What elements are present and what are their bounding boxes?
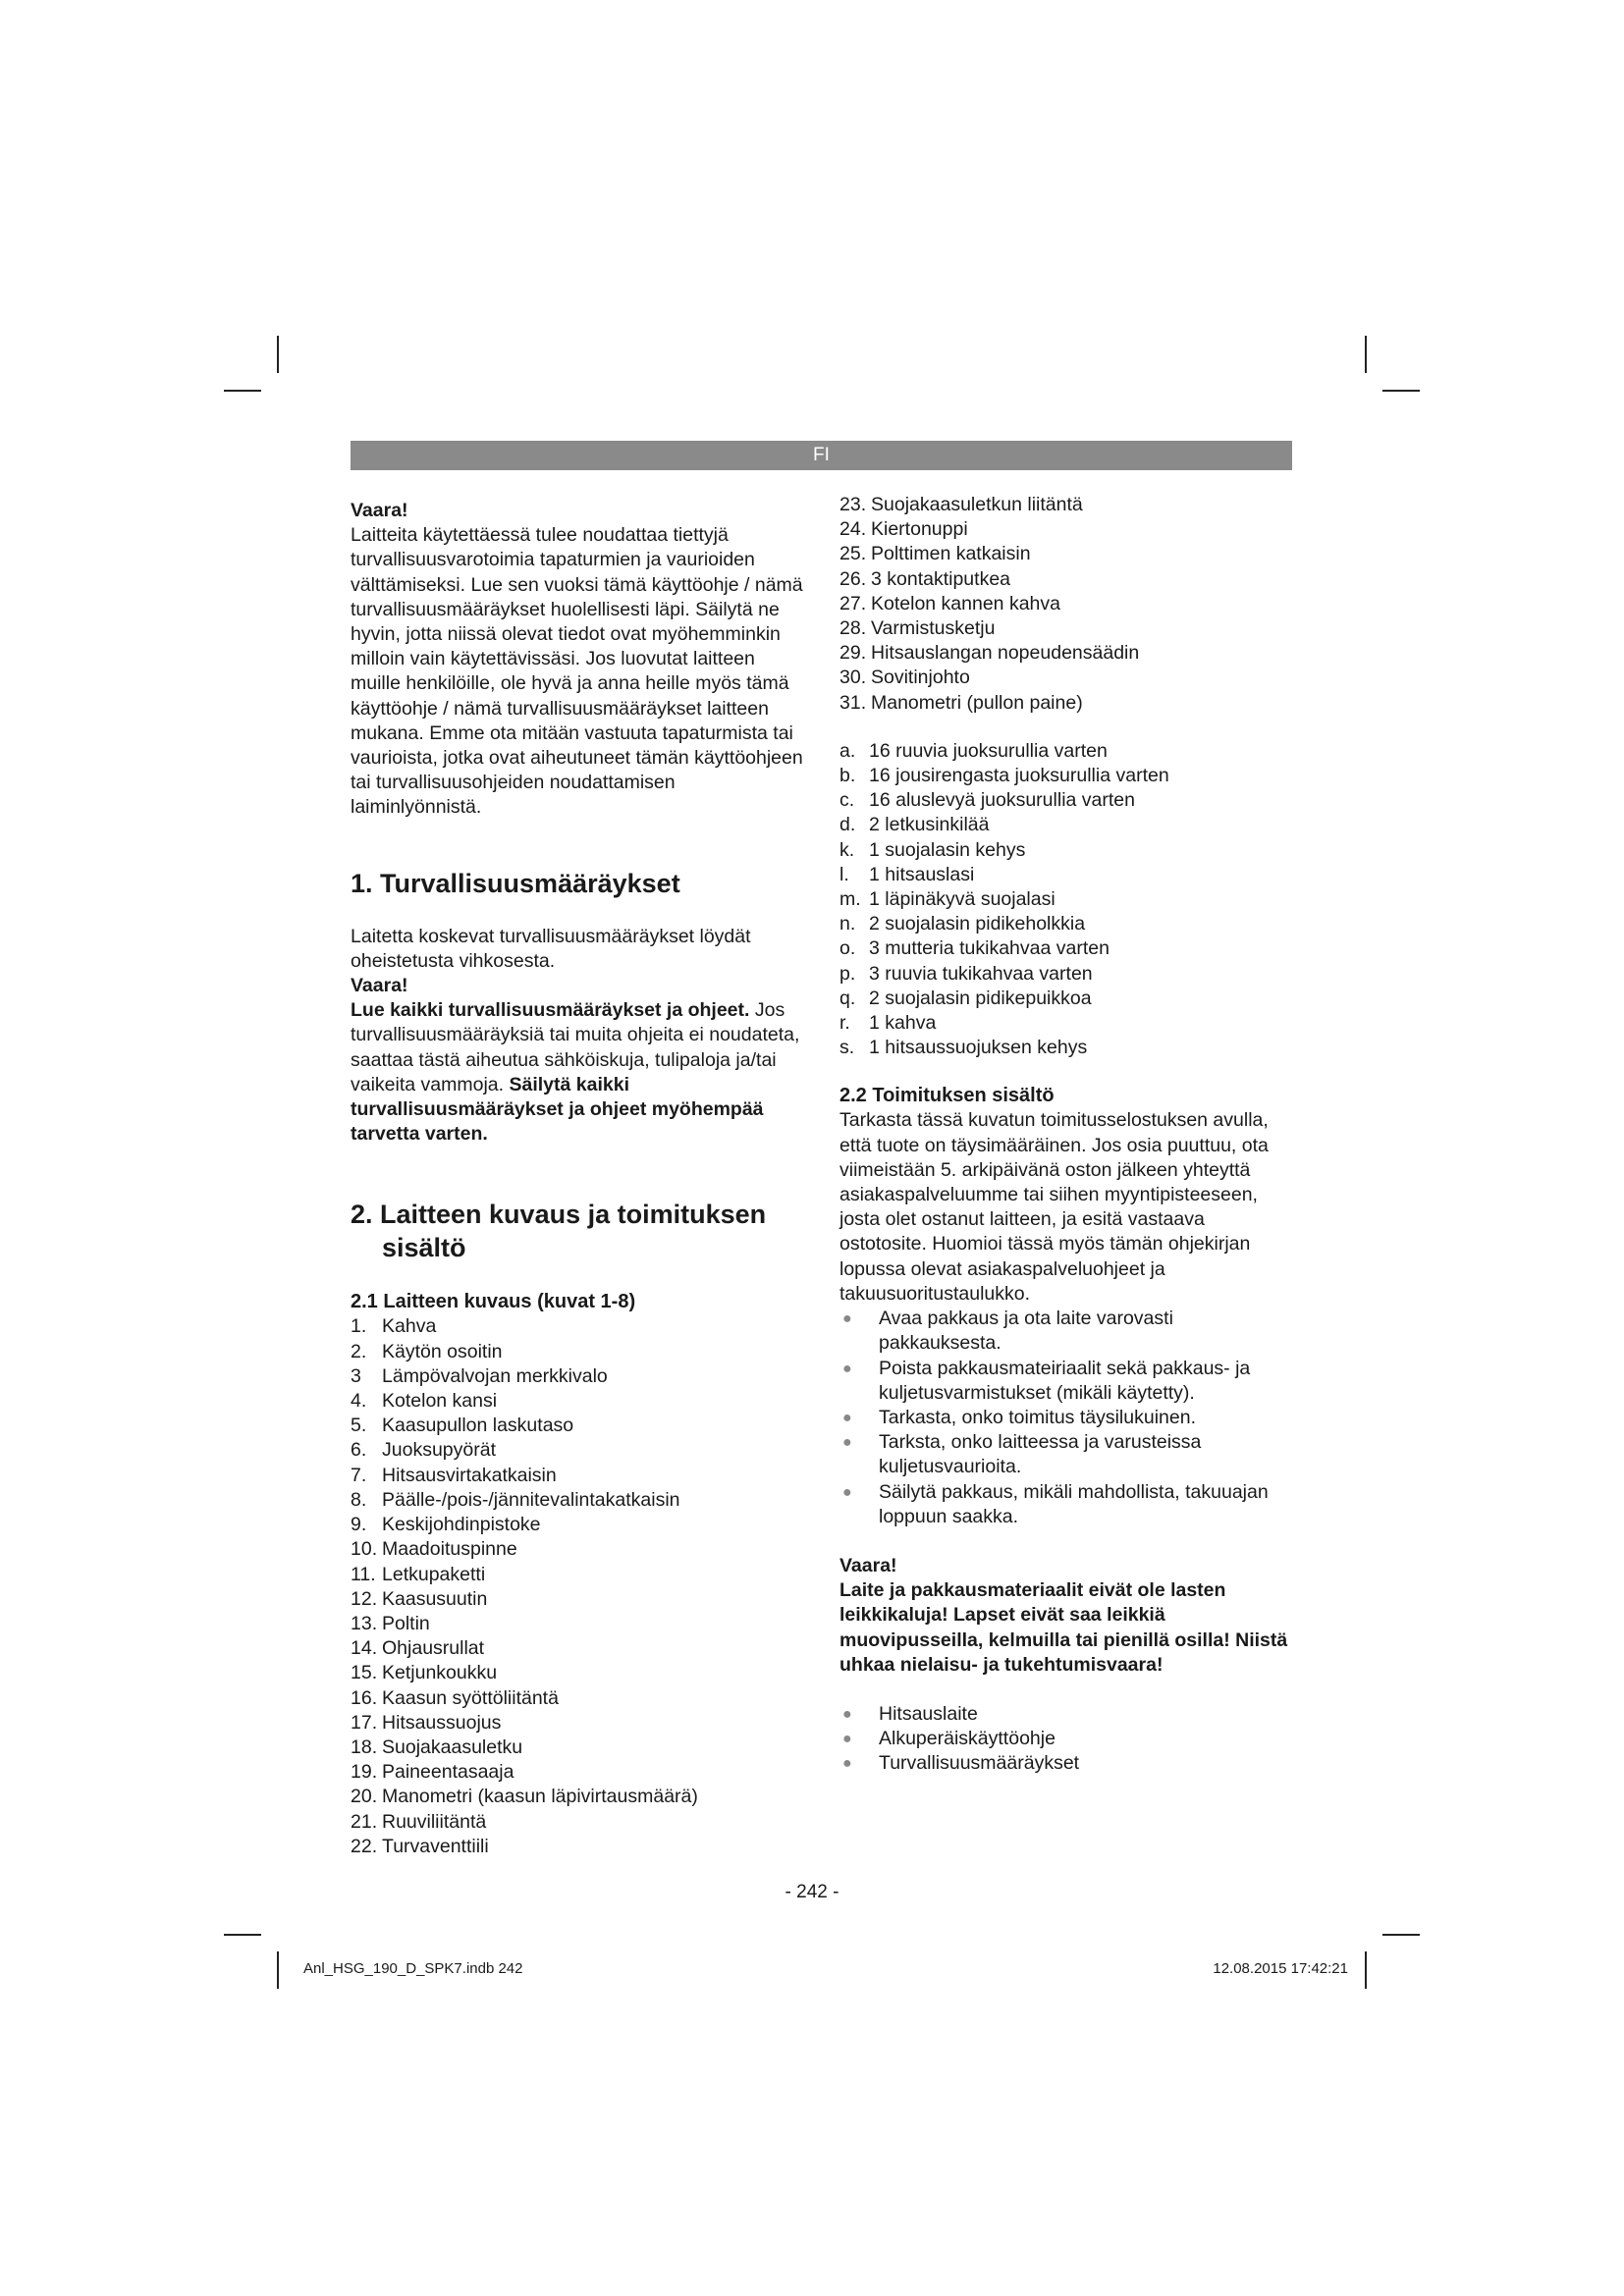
list-item-number: 13. (351, 1612, 378, 1634)
list-item (351, 1612, 807, 1636)
list-item-number: 11. (351, 1563, 376, 1585)
list-item (351, 1711, 807, 1735)
list-item (351, 1438, 807, 1463)
list-item (839, 863, 1296, 887)
bullet-icon: ● (842, 1731, 852, 1748)
list-item (839, 666, 1296, 690)
list-item-number: 19. (351, 1761, 378, 1784)
crop-mark (224, 1934, 261, 1936)
list-item (839, 1036, 1296, 1060)
list-item-text: Polttimen katkaisin (871, 543, 1031, 565)
list-item-text: Paineentasaaja (382, 1761, 514, 1784)
list-item-number: m. (839, 888, 861, 911)
list-item-number: 12. (351, 1587, 378, 1610)
list-item-number: 25. (839, 543, 867, 565)
list-item-number: 23. (839, 494, 867, 515)
list-item-number: 9. (351, 1514, 367, 1536)
list-item-text: Ketjunkoukku (382, 1662, 498, 1684)
list-item (351, 1587, 807, 1612)
list-item (839, 691, 1296, 716)
crop-mark (1382, 390, 1420, 392)
list-item (839, 517, 1296, 542)
bullet-item (839, 1727, 1296, 1751)
list-item (351, 1785, 807, 1809)
list-item (351, 1414, 807, 1438)
list-item-number: 21. (351, 1810, 378, 1833)
list-item-number: 24. (839, 518, 867, 541)
bullet-item (839, 1307, 1296, 1356)
list-item-text: Manometri (pullon paine) (871, 691, 1083, 714)
list-item-text: 3 mutteria tukikahvaa varten (869, 937, 1110, 960)
list-item (839, 592, 1296, 616)
intro-warning-title: Vaara! (351, 500, 408, 521)
list-item-number: 27. (839, 592, 867, 614)
list-item-text: Käytön osoitin (382, 1340, 503, 1362)
list-item-number: q. (839, 987, 856, 1009)
list-item-text: Kaasupullon laskutaso (382, 1415, 574, 1437)
list-item (839, 813, 1296, 837)
crop-mark (1365, 336, 1367, 373)
list-item-number: 3 (351, 1364, 361, 1387)
list-item-text: Kotelon kansi (382, 1390, 498, 1413)
list-item (839, 764, 1296, 788)
list-item (351, 1735, 807, 1760)
list-item (351, 1810, 807, 1835)
list-item-text: Ohjausrullat (382, 1637, 485, 1660)
parts-list-right (839, 493, 1296, 716)
list-item-text: 3 ruuvia tukikahvaa varten (869, 962, 1093, 985)
list-item (351, 1464, 807, 1488)
bullet-icon: ● (842, 1434, 852, 1452)
list-item-number: 15. (351, 1662, 378, 1684)
bullet-text: Avaa pakkaus ja ota laite varovasti pakkauksesta. (879, 1308, 1173, 1355)
list-item (839, 567, 1296, 592)
list-item-text: Letkupaketti (382, 1563, 486, 1585)
subsection-2-1-heading: 2.1 Laitteen kuvaus (kuvat 1-8) (351, 1291, 636, 1313)
list-item-number: 16. (351, 1686, 378, 1709)
left-column (351, 499, 807, 1859)
list-item-number: 22. (351, 1835, 378, 1857)
bullet-text: Poista pakkausmateiriaalit sekä pakkaus- ja kuljetusvarmistukset (mikäli käytetty). (879, 1357, 1251, 1404)
language-header-bar: FI (351, 441, 1292, 470)
bullet-icon: ● (842, 1755, 852, 1773)
section2-heading-line2: sisältö (382, 1233, 466, 1263)
list-item (839, 936, 1296, 961)
list-item-number: s. (839, 1037, 855, 1059)
list-item-text: Hitsauslangan nopeudensäädin (871, 642, 1140, 665)
list-item-text: Turvaventtiili (382, 1835, 489, 1857)
list-item-text: Suojakaasuletku (382, 1735, 523, 1758)
list-item (351, 1537, 807, 1562)
list-item-number: 2. (351, 1340, 367, 1362)
crop-mark (1382, 1934, 1420, 1936)
list-item-number: a. (839, 739, 856, 762)
list-item-number: 6. (351, 1439, 367, 1462)
section1-warning-title: Vaara! (351, 975, 408, 997)
list-item (839, 788, 1296, 813)
list-item-text: 1 hitsaussuojuksen kehys (869, 1037, 1088, 1059)
list-item-text: Kaasun syöttöliitäntä (382, 1686, 559, 1709)
footer-file-info: Anl_HSG_190_D_SPK7.indb 242 (303, 1960, 523, 1977)
bullet-item (839, 1480, 1296, 1529)
section1-heading: 1. Turvallisuusmääräykset (351, 868, 680, 898)
list-item-text: Ruuviliitäntä (382, 1810, 487, 1833)
warning2-title: Vaara! (839, 1554, 897, 1576)
list-item-text: Varmistusketju (871, 617, 996, 640)
list-item-text: Kahva (382, 1315, 437, 1338)
list-item (351, 1636, 807, 1661)
list-item (839, 962, 1296, 987)
list-item (839, 616, 1296, 641)
list-item-number: 8. (351, 1488, 367, 1511)
bullet-item (839, 1702, 1296, 1727)
list-item-text: Kotelon kannen kahva (871, 592, 1060, 614)
list-item-number: 30. (839, 667, 867, 689)
list-item-text: 1 läpinäkyvä suojalasi (869, 888, 1056, 911)
intro-text: Laitteita käytettäessä tulee noudattaa tiettyjä turvallisuusvarotoimia tapaturmien ja vaurioiden välttämiseksi. Lue sen vuoksi tämä käyttöohje / nämä turvallisuusmääräykset huolellisesti läpi. Säilytä ne hyvin, jotta niissä olevat tiedot ovat myöhemminkin milloin vain käytettävissäsi. Jos luovutat laitteen muille henkilöille, ole hyvä ja anna heille myös tämä käyttöohje / nämä turvallisuusmääräykset laitteen mukana. Emme ota mitään vastuuta tapaturmista tai vaurioista, jotka ovat aiheutuneet tämän käyttöohjeen tai turvallisuusohjeiden noudattamisen laiminlyönnistä. (351, 524, 803, 819)
list-item (351, 1563, 807, 1587)
right-column (839, 493, 1296, 1777)
unpacking-steps (839, 1307, 1296, 1529)
section2-heading (351, 1198, 807, 1264)
crop-mark (224, 390, 261, 392)
list-item (351, 1760, 807, 1785)
bullet-icon: ● (842, 1360, 852, 1377)
crop-mark (1365, 1951, 1367, 1989)
list-item (839, 987, 1296, 1011)
list-item (351, 1513, 807, 1537)
list-item (839, 493, 1296, 517)
list-item-text: 2 suojalasin pidikeholkkia (869, 913, 1086, 935)
list-item (351, 1661, 807, 1685)
list-item (839, 542, 1296, 566)
list-item-number: 29. (839, 642, 867, 665)
bullet-text: Tarkasta, onko toimitus täysilukuinen. (879, 1406, 1196, 1428)
list-item-number: p. (839, 962, 856, 985)
bullet-item (839, 1751, 1296, 1776)
bullet-text: Hitsauslaite (879, 1702, 978, 1725)
list-item (351, 1389, 807, 1414)
list-item-number: 1. (351, 1315, 367, 1338)
list-item (839, 1011, 1296, 1036)
delivery-contents-list (839, 1702, 1296, 1777)
section1-bold-lead: Lue kaikki turvallisuusmääräykset ja ohjeet. (351, 999, 750, 1022)
list-item-number: 7. (351, 1464, 367, 1486)
list-item-number: 26. (839, 567, 867, 590)
list-item-text: 1 hitsauslasi (869, 863, 975, 885)
list-item-text: Juoksupyörät (382, 1439, 496, 1462)
list-item-text: Keskijohdinpistoke (382, 1514, 541, 1536)
accessories-list (839, 739, 1296, 1061)
section2-heading-line1: 2. Laitteen kuvaus ja toimituksen (351, 1200, 767, 1230)
subsection-2-2-heading: 2.2 Toimituksen sisältö (839, 1085, 1055, 1107)
parts-list-left (351, 1314, 807, 1858)
list-item-number: 17. (351, 1711, 378, 1734)
crop-mark (277, 336, 279, 373)
subsection-2-2-text: Tarkasta tässä kuvatun toimitusselostuksen avulla, että tuote on täysimääräinen. Jos osia puuttuu, ota viimeistään 5. arkipäivänä oston jälkeen yhteyttä asiakaspalveluumme tai siihen myyntipisteeseen, josta olet ostanut laitteen, ja esitä vastaava ostotosite. Huomioi tässä myös tämän ohjekirjan lopussa olevat asiakaspalveluohjeet ja takuusuoritustaulukko. (839, 1109, 1269, 1305)
bullet-item (839, 1406, 1296, 1430)
list-item-text: 16 aluslevyä juoksurullia varten (869, 789, 1135, 812)
list-item-number: b. (839, 765, 856, 787)
section1-body-text: Jos turvallisuusmääräyksiä tai muita ohjeita ei noudateta, saattaa tästä aiheutua sähköiskuja, tulipaloja ja/tai vaikeita vammoja. (351, 999, 800, 1095)
bullet-icon: ● (842, 1705, 852, 1723)
list-item (351, 1364, 807, 1389)
list-item-number: 10. (351, 1538, 378, 1561)
list-item-text: Suojakaasuletkun liitäntä (871, 494, 1083, 515)
bullet-text: Alkuperäiskäyttöohje (879, 1728, 1056, 1750)
bullet-text: Säilytä pakkaus, mikäli mahdollista, takuuajan loppuun saakka. (879, 1480, 1269, 1527)
list-item (351, 1314, 807, 1339)
list-item-number: c. (839, 789, 855, 812)
bullet-item (839, 1430, 1296, 1479)
list-item-number: r. (839, 1012, 850, 1035)
list-item-text: 3 kontaktiputkea (871, 567, 1011, 590)
footer-timestamp: 12.08.2015 17:42:21 (1213, 1960, 1348, 1977)
list-item-text: Kiertonuppi (871, 518, 968, 541)
list-item-text: Sovitinjohto (871, 667, 970, 689)
list-item-text: 2 suojalasin pidikepuikkoa (869, 987, 1092, 1009)
list-item-text: Maadoituspinne (382, 1538, 517, 1561)
crop-mark (277, 1951, 279, 1989)
list-item (351, 1686, 807, 1711)
section1-text: Laitetta koskevat turvallisuusmääräykset löydät oheistetusta vihkosesta. (351, 925, 751, 972)
list-item-number: 18. (351, 1735, 378, 1758)
section1-bold-tail: Säilytä kaikki turvallisuusmääräykset ja ohjeet myöhempää tarvetta varten. (351, 1073, 764, 1146)
list-item-text: 16 jousirengasta juoksurullia varten (869, 765, 1169, 787)
list-item (839, 912, 1296, 936)
list-item-text: Päälle-/pois-/jännitevalintakatkaisin (382, 1488, 680, 1511)
list-item-text: Hitsausvirtakatkaisin (382, 1464, 557, 1486)
list-item-number: l. (839, 863, 849, 885)
list-item (839, 739, 1296, 764)
list-item (839, 838, 1296, 863)
bullet-icon: ● (842, 1310, 852, 1328)
bullet-item (839, 1357, 1296, 1406)
bullet-text: Tarksta, onko laitteessa ja varusteissa kuljetusvaurioita. (879, 1431, 1202, 1478)
warning2-text: Laite ja pakkausmateriaalit eivät ole lasten leikkikaluja! Lapset eivät saa leikkiä muovipusseilla, kelmuilla tai pienillä osilla! Niistä uhkaa nielaisu- ja tukehtumisvaara! (839, 1579, 1288, 1676)
list-item-text: 1 kahva (869, 1012, 937, 1035)
list-item-text: 2 letkusinkilää (869, 814, 990, 836)
bullet-text: Turvallisuusmääräykset (879, 1752, 1080, 1775)
list-item (839, 887, 1296, 912)
list-item-number: 31. (839, 691, 867, 714)
list-item-number: k. (839, 838, 855, 861)
list-item-text: Kaasusuutin (382, 1587, 488, 1610)
list-item (351, 1488, 807, 1513)
list-item-text: 16 ruuvia juoksurullia varten (869, 739, 1108, 762)
list-item-text: Lämpövalvojan merkkivalo (382, 1364, 608, 1387)
list-item-number: 28. (839, 617, 867, 640)
bullet-icon: ● (842, 1409, 852, 1426)
list-item (351, 1835, 807, 1859)
list-item-number: 5. (351, 1415, 367, 1437)
page-number: - 242 - (785, 1882, 839, 1902)
list-item-number: 20. (351, 1786, 378, 1808)
list-item-number: 14. (351, 1637, 378, 1660)
section1-body (351, 998, 807, 1147)
list-item-text: Hitsaussuojus (382, 1711, 502, 1734)
list-item (351, 1340, 807, 1364)
bullet-icon: ● (842, 1483, 852, 1501)
list-item-text: Manometri (kaasun läpivirtausmäärä) (382, 1786, 698, 1808)
list-item-number: o. (839, 937, 856, 960)
list-item-text: Poltin (382, 1612, 430, 1634)
list-item (839, 641, 1296, 666)
list-item-text: 1 suojalasin kehys (869, 838, 1026, 861)
list-item-number: n. (839, 913, 856, 935)
list-item-number: 4. (351, 1390, 367, 1413)
list-item-number: d. (839, 814, 856, 836)
